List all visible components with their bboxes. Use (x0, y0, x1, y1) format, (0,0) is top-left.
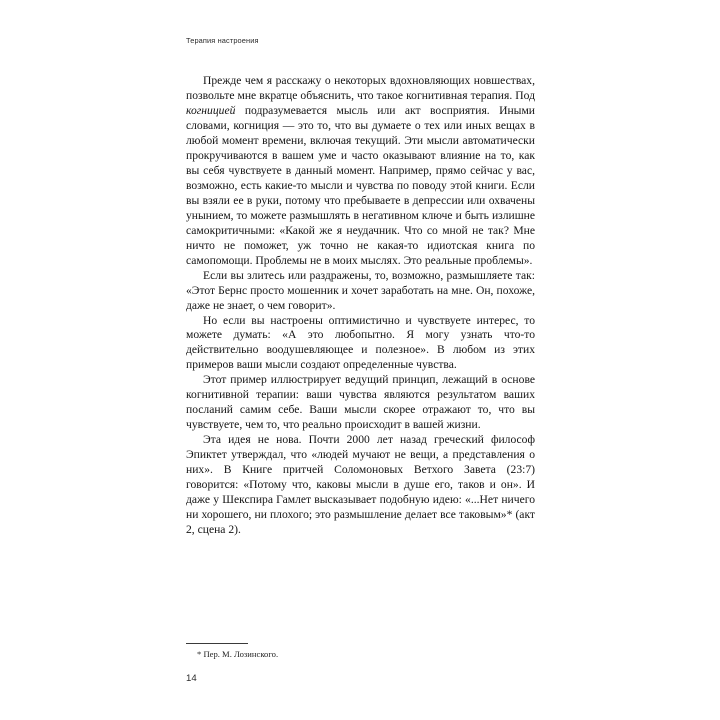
par-idea-not-new: Эта идея не нова. Почти 2000 лет назад греческий философ Эпиктет утверждал, что «людей мучают не вещи, а представления о них». В Книге притчей Соломоновых Ветхого Завета (23:7) говорится: «Потому что, каковы мысли в душе его, таков и он». И даже у Шекспира Гамлет высказывает подобную идею: «...Нет ничего ни хорошего, ни плохого; это размышление делает все таковым»* (акт 2, сцена 2). (186, 433, 535, 537)
emphasized-term: когницией (186, 103, 236, 117)
footnote-area (186, 643, 535, 660)
body-text-column (186, 74, 535, 538)
par-anger-example: Если вы злитесь или раздражены, то, возможно, размышляете так: «Этот Бернс просто мошенник и хочет заработать на мне. Он, похоже, даже не знает, о чем говорит». (186, 268, 535, 312)
par-leading-principle: Этот пример иллюстрирует ведущий принцип, лежащий в основе когнитивной терапии: ваши чувства являются результатом ваших посланий самим себе. Ваши мысли скорее отражают то, что вы чувствуете, чем то, что реально происходит в вашей жизни. (186, 373, 535, 432)
footnote-separator-rule (186, 643, 248, 644)
running-head: Терапия настроения (186, 36, 259, 45)
par-optimistic-example: Но если вы настроены оптимистично и чувствуете интерес, то можете думать: «А это любопытно. Я могу узнать что-то действительно воодушевляющее и полезное». В любом из этих примеров ваши мысли создают определенные чувства. (186, 313, 535, 372)
footnote-text: * Пер. М. Лозинского. (197, 649, 279, 659)
par-cognition-definition: Прежде чем я расскажу о некоторых вдохновляющих новшествах, позвольте мне вкратце объяснить, что такое когнитивная терапия. Под когницией подразумевается мысль или акт восприятия. Иными словами, когниция — это то, что вы думаете о тех или иных вещах в любой момент времени, включая текущий. Эти мысли автоматически прокручиваются в вашем уме и часто оказывают влияние на то, как вы себя чувствуете в данный момент. Например, прямо сейчас у вас, возможно, есть какие-то мысли и чувства по поводу этой книги. Если вы взяли ее в руки, потому что пребываете в депрессии или охвачены унынием, то можете размышлять в негативном ключе и быть излишне самокритичными: «Какой же я неудачник. Что со мной не так? Мне ничто не поможет, уж точно не какая-то идиотская книга по самопомощи. Проблемы не в моих мыслях. Это реальные проблемы». (186, 74, 535, 267)
page-number: 14 (186, 673, 197, 684)
